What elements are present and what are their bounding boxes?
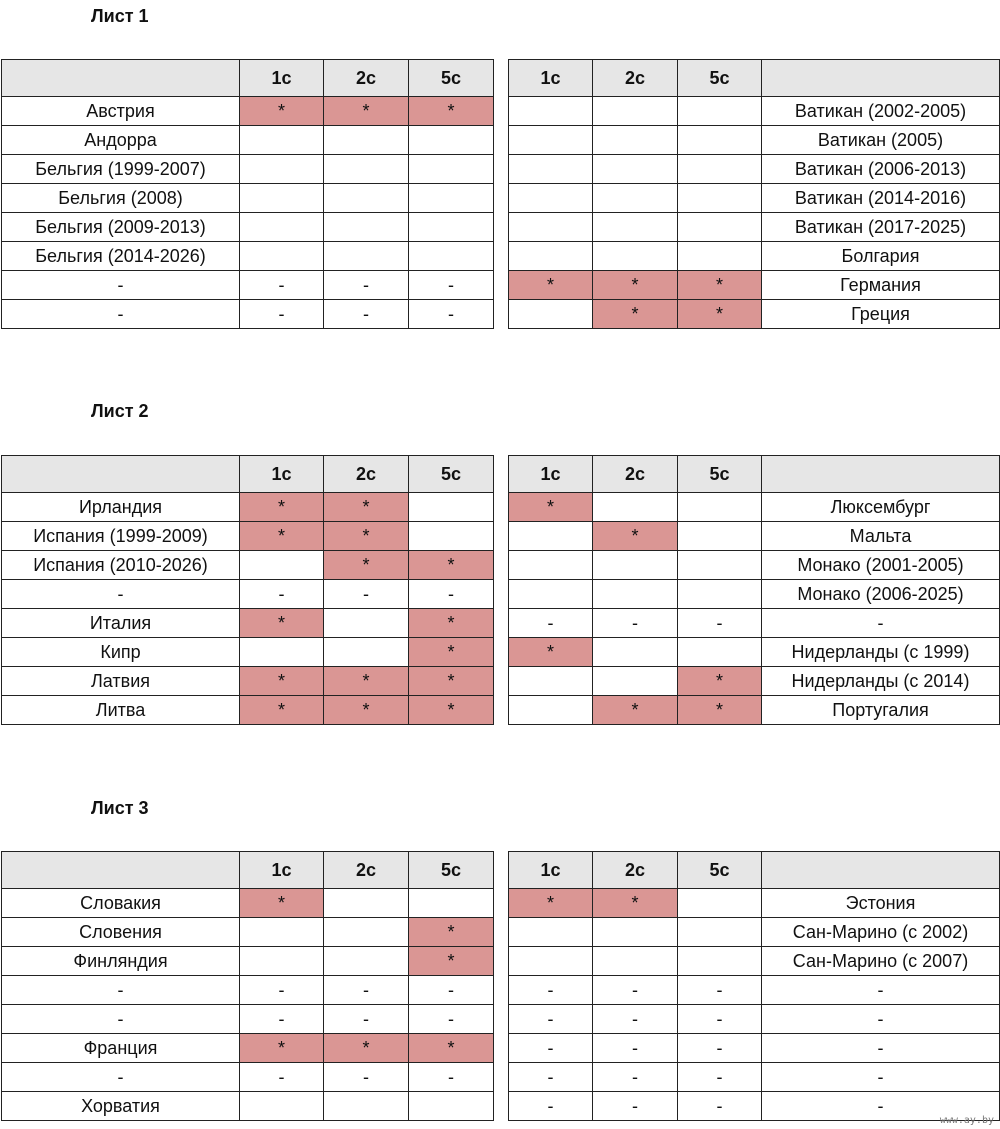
table-row <box>2 696 494 725</box>
value-cell: - <box>240 580 324 609</box>
value-cell <box>593 213 678 242</box>
value-cell <box>409 155 494 184</box>
value-cell: - <box>509 976 593 1005</box>
country-name: Латвия <box>2 667 240 696</box>
header-blank-cell <box>762 852 1000 889</box>
marked-cell: * <box>324 522 409 551</box>
header-blank-cell <box>2 852 240 889</box>
value-cell <box>678 947 762 976</box>
value-cell: - <box>678 1063 762 1092</box>
marked-cell: * <box>324 1034 409 1063</box>
country-name: Испания (2010-2026) <box>2 551 240 580</box>
value-cell <box>240 242 324 271</box>
value-cell <box>509 522 593 551</box>
country-name: Люксембург <box>762 493 1000 522</box>
sheet-title: Лист 3 <box>91 798 149 818</box>
value-cell <box>593 580 678 609</box>
table-row <box>2 580 494 609</box>
sheet-table-right <box>508 59 1000 329</box>
value-cell: - <box>409 580 494 609</box>
value-cell <box>409 493 494 522</box>
sheet-title: Лист 2 <box>91 401 149 421</box>
table-row <box>2 155 494 184</box>
sheet-table-left <box>1 455 494 725</box>
country-name: Андорра <box>2 126 240 155</box>
marked-cell: * <box>324 696 409 725</box>
value-cell: - <box>593 1063 678 1092</box>
marked-cell: * <box>678 696 762 725</box>
column-header: 1c <box>509 456 593 493</box>
marked-cell: * <box>240 97 324 126</box>
marked-cell: * <box>409 667 494 696</box>
column-header: 5c <box>409 852 494 889</box>
value-cell: - <box>593 1005 678 1034</box>
table-row <box>2 213 494 242</box>
table-row <box>509 976 1000 1005</box>
country-name: - <box>2 271 240 300</box>
marked-cell: * <box>678 271 762 300</box>
value-cell: - <box>593 976 678 1005</box>
country-name: - <box>762 1063 1000 1092</box>
value-cell <box>324 126 409 155</box>
column-header: 1c <box>240 60 324 97</box>
value-cell <box>240 638 324 667</box>
country-name: - <box>762 1005 1000 1034</box>
value-cell <box>593 155 678 184</box>
table-row <box>2 493 494 522</box>
table-row <box>2 242 494 271</box>
value-cell: - <box>593 609 678 638</box>
country-name: Ватикан (2005) <box>762 126 1000 155</box>
value-cell <box>509 213 593 242</box>
country-name: Ватикан (2014-2016) <box>762 184 1000 213</box>
value-cell <box>509 184 593 213</box>
table-row <box>509 696 1000 725</box>
table-row <box>509 551 1000 580</box>
table-row <box>2 889 494 918</box>
table-row <box>509 522 1000 551</box>
value-cell <box>678 155 762 184</box>
value-cell <box>324 638 409 667</box>
value-cell: - <box>509 1092 593 1121</box>
value-cell <box>409 213 494 242</box>
value-cell <box>509 947 593 976</box>
table-row <box>2 551 494 580</box>
value-cell: - <box>509 1005 593 1034</box>
column-header: 5c <box>678 456 762 493</box>
value-cell: - <box>409 976 494 1005</box>
value-cell <box>240 551 324 580</box>
country-name: Монако (2006-2025) <box>762 580 1000 609</box>
country-name: Словения <box>2 918 240 947</box>
country-name: Франция <box>2 1034 240 1063</box>
country-name: Сан-Марино (с 2007) <box>762 947 1000 976</box>
value-cell <box>678 242 762 271</box>
value-cell <box>240 947 324 976</box>
country-name: Нидерланды (с 1999) <box>762 638 1000 667</box>
value-cell <box>324 213 409 242</box>
table-row <box>509 97 1000 126</box>
marked-cell: * <box>240 493 324 522</box>
header-row <box>2 852 494 889</box>
country-name: Германия <box>762 271 1000 300</box>
country-name: Бельгия (2014-2026) <box>2 242 240 271</box>
value-cell <box>593 97 678 126</box>
value-cell: - <box>409 1063 494 1092</box>
value-cell: - <box>409 300 494 329</box>
marked-cell: * <box>509 889 593 918</box>
marked-cell: * <box>593 271 678 300</box>
value-cell <box>678 493 762 522</box>
value-cell <box>240 213 324 242</box>
header-row <box>2 456 494 493</box>
value-cell <box>509 126 593 155</box>
value-cell <box>678 97 762 126</box>
column-header: 1c <box>509 60 593 97</box>
table-row <box>2 947 494 976</box>
value-cell <box>509 918 593 947</box>
value-cell <box>409 889 494 918</box>
column-header: 2c <box>593 60 678 97</box>
value-cell: - <box>324 1005 409 1034</box>
value-cell <box>593 242 678 271</box>
column-header: 2c <box>324 852 409 889</box>
country-name: - <box>2 1005 240 1034</box>
marked-cell: * <box>509 638 593 667</box>
marked-cell: * <box>409 696 494 725</box>
value-cell: - <box>324 271 409 300</box>
marked-cell: * <box>324 667 409 696</box>
table-row <box>2 918 494 947</box>
country-name: Италия <box>2 609 240 638</box>
marked-cell: * <box>240 522 324 551</box>
country-name: Ватикан (2017-2025) <box>762 213 1000 242</box>
value-cell: - <box>324 580 409 609</box>
country-name: Болгария <box>762 242 1000 271</box>
table-row <box>2 667 494 696</box>
country-name: - <box>762 1092 1000 1121</box>
table-row <box>2 609 494 638</box>
country-name: - <box>2 300 240 329</box>
value-cell <box>678 126 762 155</box>
table-row <box>509 638 1000 667</box>
column-header: 1c <box>240 456 324 493</box>
sheet-table-right <box>508 851 1000 1121</box>
country-name: - <box>762 609 1000 638</box>
country-name: - <box>2 976 240 1005</box>
table-row <box>509 667 1000 696</box>
value-cell <box>509 300 593 329</box>
value-cell <box>593 551 678 580</box>
table-row <box>2 1005 494 1034</box>
country-name: Бельгия (2008) <box>2 184 240 213</box>
value-cell <box>324 155 409 184</box>
value-cell <box>593 638 678 667</box>
value-cell <box>509 667 593 696</box>
value-cell <box>324 242 409 271</box>
value-cell <box>324 889 409 918</box>
value-cell <box>593 947 678 976</box>
value-cell: - <box>593 1092 678 1121</box>
value-cell <box>678 184 762 213</box>
marked-cell: * <box>593 300 678 329</box>
value-cell: - <box>324 300 409 329</box>
value-cell <box>409 242 494 271</box>
country-name: Португалия <box>762 696 1000 725</box>
marked-cell: * <box>409 1034 494 1063</box>
value-cell <box>409 1092 494 1121</box>
country-name: Австрия <box>2 97 240 126</box>
value-cell <box>678 918 762 947</box>
table-row <box>509 947 1000 976</box>
marked-cell: * <box>324 551 409 580</box>
marked-cell: * <box>593 522 678 551</box>
column-header: 2c <box>593 852 678 889</box>
value-cell: - <box>509 609 593 638</box>
header-blank-cell <box>2 60 240 97</box>
table-row <box>2 1092 494 1121</box>
value-cell: - <box>678 609 762 638</box>
value-cell <box>409 184 494 213</box>
table-row <box>2 271 494 300</box>
country-name: Кипр <box>2 638 240 667</box>
value-cell <box>240 184 324 213</box>
table-row <box>509 1005 1000 1034</box>
marked-cell: * <box>409 609 494 638</box>
value-cell <box>678 638 762 667</box>
sheet-table-left <box>1 851 494 1121</box>
value-cell <box>324 609 409 638</box>
country-name: Испания (1999-2009) <box>2 522 240 551</box>
country-name: Ирландия <box>2 493 240 522</box>
country-name: Бельгия (1999-2007) <box>2 155 240 184</box>
country-name: - <box>762 1034 1000 1063</box>
marked-cell: * <box>409 638 494 667</box>
table-row <box>509 300 1000 329</box>
value-cell <box>678 889 762 918</box>
marked-cell: * <box>240 696 324 725</box>
table-row <box>509 580 1000 609</box>
marked-cell: * <box>678 300 762 329</box>
value-cell <box>509 155 593 184</box>
value-cell <box>593 126 678 155</box>
marked-cell: * <box>240 1034 324 1063</box>
column-header: 5c <box>678 852 762 889</box>
marked-cell: * <box>509 271 593 300</box>
column-header: 1c <box>240 852 324 889</box>
column-header: 5c <box>409 60 494 97</box>
value-cell <box>678 522 762 551</box>
value-cell <box>509 696 593 725</box>
value-cell: - <box>678 1034 762 1063</box>
value-cell <box>593 493 678 522</box>
value-cell: - <box>509 1063 593 1092</box>
country-name: Бельгия (2009-2013) <box>2 213 240 242</box>
column-header: 2c <box>324 456 409 493</box>
value-cell <box>678 580 762 609</box>
header-row <box>509 456 1000 493</box>
marked-cell: * <box>409 551 494 580</box>
marked-cell: * <box>409 947 494 976</box>
marked-cell: * <box>593 696 678 725</box>
value-cell <box>240 918 324 947</box>
value-cell <box>409 522 494 551</box>
table-row <box>509 1092 1000 1121</box>
table-row <box>2 126 494 155</box>
marked-cell: * <box>240 889 324 918</box>
marked-cell: * <box>409 918 494 947</box>
country-name: Греция <box>762 300 1000 329</box>
country-name: Финляндия <box>2 947 240 976</box>
header-row <box>509 60 1000 97</box>
value-cell <box>240 155 324 184</box>
watermark: www.ay.by <box>939 1115 994 1126</box>
table-row <box>509 213 1000 242</box>
value-cell <box>509 97 593 126</box>
table-row <box>2 184 494 213</box>
value-cell: - <box>240 1005 324 1034</box>
value-cell <box>593 184 678 213</box>
value-cell: - <box>324 976 409 1005</box>
header-row <box>2 60 494 97</box>
table-row <box>509 155 1000 184</box>
table-row <box>2 1034 494 1063</box>
country-name: Нидерланды (с 2014) <box>762 667 1000 696</box>
marked-cell: * <box>409 97 494 126</box>
table-row <box>2 97 494 126</box>
table-row <box>509 918 1000 947</box>
sheet-table-right <box>508 455 1000 725</box>
value-cell <box>509 551 593 580</box>
value-cell <box>593 667 678 696</box>
value-cell: - <box>678 976 762 1005</box>
column-header: 2c <box>593 456 678 493</box>
header-blank-cell <box>762 60 1000 97</box>
marked-cell: * <box>324 493 409 522</box>
country-name: Мальта <box>762 522 1000 551</box>
value-cell: - <box>324 1063 409 1092</box>
country-name: - <box>762 976 1000 1005</box>
value-cell: - <box>593 1034 678 1063</box>
table-row <box>509 271 1000 300</box>
marked-cell: * <box>678 667 762 696</box>
table-row <box>509 1034 1000 1063</box>
marked-cell: * <box>509 493 593 522</box>
table-row <box>509 242 1000 271</box>
value-cell: - <box>240 300 324 329</box>
value-cell <box>324 947 409 976</box>
sheet-table-left <box>1 59 494 329</box>
marked-cell: * <box>240 609 324 638</box>
table-row <box>509 889 1000 918</box>
value-cell <box>509 580 593 609</box>
table-row <box>2 300 494 329</box>
table-row <box>509 1063 1000 1092</box>
table-row <box>2 1063 494 1092</box>
value-cell: - <box>409 1005 494 1034</box>
table-row <box>509 126 1000 155</box>
country-name: Словакия <box>2 889 240 918</box>
table-row <box>509 609 1000 638</box>
column-header: 5c <box>678 60 762 97</box>
country-name: - <box>2 1063 240 1092</box>
column-header: 1c <box>509 852 593 889</box>
country-name: Монако (2001-2005) <box>762 551 1000 580</box>
marked-cell: * <box>593 889 678 918</box>
value-cell <box>409 126 494 155</box>
value-cell <box>678 213 762 242</box>
value-cell: - <box>240 271 324 300</box>
header-blank-cell <box>762 456 1000 493</box>
country-name: Ватикан (2006-2013) <box>762 155 1000 184</box>
header-blank-cell <box>2 456 240 493</box>
value-cell <box>324 1092 409 1121</box>
marked-cell: * <box>324 97 409 126</box>
value-cell <box>324 918 409 947</box>
table-row <box>2 522 494 551</box>
column-header: 5c <box>409 456 494 493</box>
country-name: Ватикан (2002-2005) <box>762 97 1000 126</box>
table-row <box>2 976 494 1005</box>
value-cell: - <box>240 1063 324 1092</box>
country-name: - <box>2 580 240 609</box>
value-cell: - <box>409 271 494 300</box>
value-cell <box>593 918 678 947</box>
country-name: Сан-Марино (с 2002) <box>762 918 1000 947</box>
value-cell <box>240 1092 324 1121</box>
value-cell: - <box>240 976 324 1005</box>
table-row <box>509 493 1000 522</box>
value-cell <box>240 126 324 155</box>
marked-cell: * <box>240 667 324 696</box>
value-cell <box>324 184 409 213</box>
header-row <box>509 852 1000 889</box>
value-cell <box>509 242 593 271</box>
country-name: Литва <box>2 696 240 725</box>
value-cell: - <box>678 1005 762 1034</box>
value-cell: - <box>678 1092 762 1121</box>
value-cell <box>678 551 762 580</box>
value-cell: - <box>509 1034 593 1063</box>
country-name: Хорватия <box>2 1092 240 1121</box>
sheet-title: Лист 1 <box>91 6 149 26</box>
country-name: Эстония <box>762 889 1000 918</box>
table-row <box>509 184 1000 213</box>
column-header: 2c <box>324 60 409 97</box>
table-row <box>2 638 494 667</box>
